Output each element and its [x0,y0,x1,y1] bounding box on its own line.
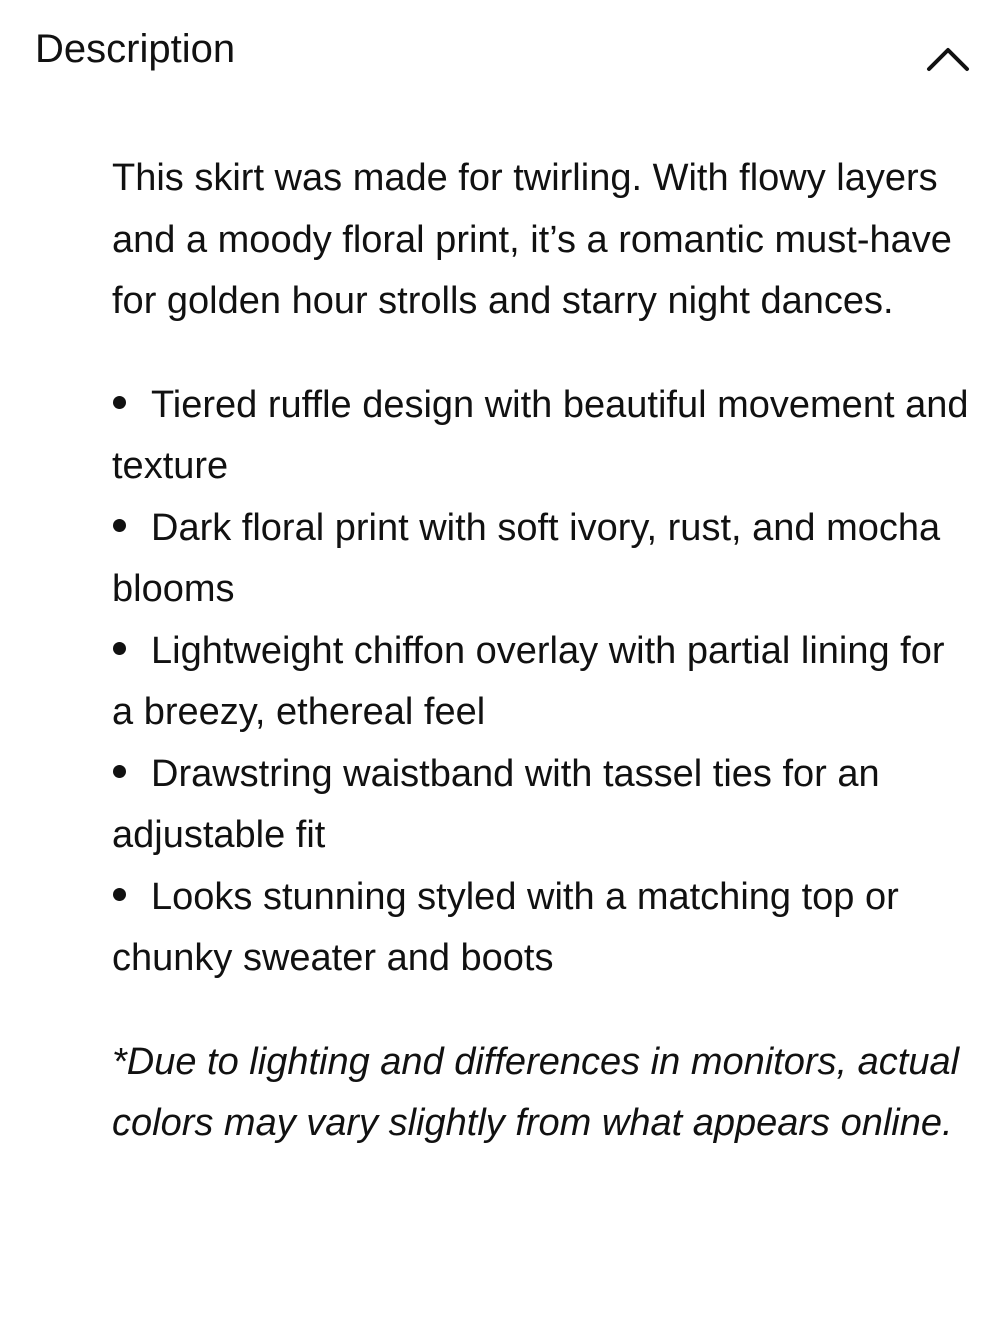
feature-text: Drawstring waistband with tassel ties for an adjustable fit [112,752,880,856]
description-accordion-header[interactable] [35,0,970,100]
list-item [112,498,972,621]
feature-text: Lightweight chiffon overlay with partial lining for a breezy, ethereal feel [112,629,945,733]
color-disclaimer: *Due to lighting and differences in monitors, actual colors may vary slightly from what appears online. [112,1040,960,1144]
bullet-icon [112,744,151,806]
chevron-up-icon[interactable] [926,44,970,72]
feature-list [112,375,972,990]
feature-text: Tiered ruffle design with beautiful movement and texture [112,383,969,487]
bullet-icon [112,498,151,560]
bullet-icon [112,375,151,437]
accordion-title: Description [35,27,236,71]
list-item [112,375,972,498]
list-item [112,621,972,744]
description-content [112,148,972,1155]
feature-text: Dark floral print with soft ivory, rust, and mocha blooms [112,506,941,610]
bullet-icon [112,867,151,929]
description-intro: This skirt was made for twirling. With flowy layers and a moody floral print, it’s a romantic must-have for golden hour strolls and starry night dances. [112,157,952,322]
bullet-icon [112,621,151,683]
list-item [112,744,972,867]
list-item [112,867,972,990]
feature-text: Looks stunning styled with a matching top or chunky sweater and boots [112,875,899,979]
